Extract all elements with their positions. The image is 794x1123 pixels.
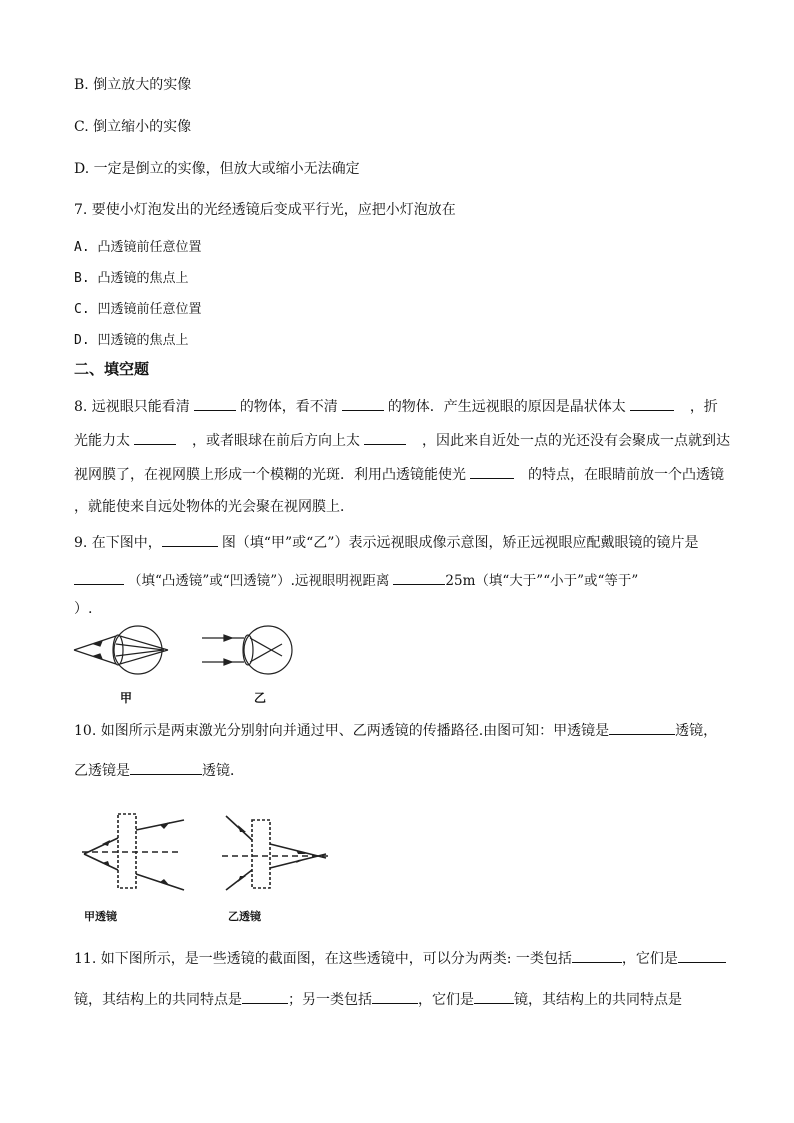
q7-option-a-text: A. 凸透镜前任意位置 — [74, 240, 202, 255]
blank[interactable] — [364, 430, 406, 445]
lens-diagram-jia — [82, 814, 184, 890]
blank[interactable] — [678, 948, 726, 963]
q11-text: ，它们是 — [621, 951, 678, 967]
q11-line-2 — [74, 989, 682, 1009]
q8-text: 的物体．产生远视眼的原因是晶状体太 — [387, 399, 626, 415]
q8-line-3 — [74, 464, 724, 484]
q7-option-c — [74, 298, 201, 317]
q7-option-d — [74, 329, 188, 348]
eye-diagram-yi — [202, 626, 292, 674]
q11-text: ，它们是 — [418, 992, 474, 1008]
section-heading: 二、填空题 — [74, 360, 150, 378]
q8-text: ，因此来自近处一点的光还没有会聚成一点就到达 — [422, 433, 730, 449]
blank[interactable] — [630, 396, 674, 411]
blank[interactable] — [470, 464, 514, 479]
blank[interactable] — [372, 989, 418, 1004]
q8-line-4: ，就能使来自远处物体的光会聚在视网膜上． — [74, 499, 354, 515]
q9-line-2 — [74, 569, 638, 589]
q9-line-3: ）. — [74, 601, 93, 617]
q8-text: 视网膜了，在视网膜上形成一个模糊的光斑．利用凸透镜能使光 — [74, 467, 466, 483]
blank[interactable] — [609, 720, 675, 735]
q8-text: ，折 — [689, 399, 718, 415]
blank[interactable] — [474, 989, 514, 1004]
q7-option-a — [74, 236, 201, 255]
blank[interactable] — [74, 570, 124, 585]
q9-text: （填“凸透镜”或“凹透镜”）.远视眼明视距离 — [128, 573, 390, 589]
blank[interactable] — [194, 396, 236, 411]
lens-diagram-yi — [222, 816, 328, 890]
q9-text: 25m（填“大于”“小于”或“等于” — [445, 573, 639, 589]
blank[interactable] — [162, 532, 218, 547]
q8-line-1 — [74, 396, 718, 416]
q11-text: 11. 如下图所示，是一些透镜的截面图，在这些透镜中，可以分为两类: 一类包括 — [74, 951, 572, 967]
q8-text: 的特点，在眼睛前放一个凸透镜 — [528, 467, 724, 483]
q11-text: 镜，其结构上的共同特点是 — [514, 992, 682, 1008]
caption-yi: 乙 — [254, 691, 267, 705]
q7-option-b-text: B. 凸透镜的焦点上 — [74, 271, 189, 286]
q9-text: 图（填“甲”或“乙”）表示远视眼成像示意图，矫正远视眼应配戴眼镜的镜片是 — [221, 535, 699, 551]
q10-line-2 — [74, 760, 244, 780]
q7-option-d-text: D. 凹透镜的焦点上 — [74, 333, 189, 348]
caption-yi-lens: 乙透镜 — [228, 910, 261, 923]
blank[interactable] — [572, 948, 622, 963]
blank[interactable] — [393, 570, 445, 585]
q7-option-b — [74, 267, 188, 286]
q6-option-b: B. 倒立放大的实像 — [74, 77, 192, 93]
q10-line-1 — [74, 720, 717, 740]
q9-text: 9. 在下图中， — [74, 535, 162, 551]
q8-line-2 — [74, 430, 730, 450]
q8-text: 光能力太 — [74, 433, 130, 449]
blank[interactable] — [342, 396, 384, 411]
blank[interactable] — [242, 989, 288, 1004]
q11-text: ；另一类包括 — [288, 992, 372, 1008]
caption-jia: 甲 — [120, 691, 133, 705]
q8-text: 的物体，看不清 — [239, 399, 338, 415]
q11-text: 镜，其结构上的共同特点是 — [74, 992, 242, 1008]
q10-text: 透镜， — [675, 723, 718, 739]
blank[interactable] — [130, 760, 202, 775]
lens-diagrams — [78, 810, 338, 910]
q11-line-1 — [74, 948, 726, 968]
q10-text: 透镜． — [202, 763, 244, 779]
q10-text: 乙透镜是 — [74, 763, 130, 779]
blank[interactable] — [134, 430, 176, 445]
q6-option-d: D. 一定是倒立的实像，但放大或缩小无法确定 — [74, 161, 360, 177]
q8-text: ，或者眼球在前后方向上太 — [192, 433, 360, 449]
eye-diagram-jia — [74, 626, 168, 674]
q9-line-1 — [74, 532, 698, 552]
caption-jia-lens: 甲透镜 — [84, 910, 117, 923]
q10-text: 10. 如图所示是两束激光分别射向并通过甲、乙两透镜的传播路径.由图可知：甲透镜是 — [74, 723, 610, 739]
eye-diagrams — [72, 622, 332, 682]
q6-option-c: C. 倒立缩小的实像 — [74, 119, 192, 135]
q7-stem: 7. 要使小灯泡发出的光经透镜后变成平行光，应把小灯泡放在 — [74, 202, 456, 218]
q7-option-c-text: C. 凹透镜前任意位置 — [74, 302, 202, 317]
q8-text: 8. 远视眼只能看清 — [74, 399, 190, 415]
